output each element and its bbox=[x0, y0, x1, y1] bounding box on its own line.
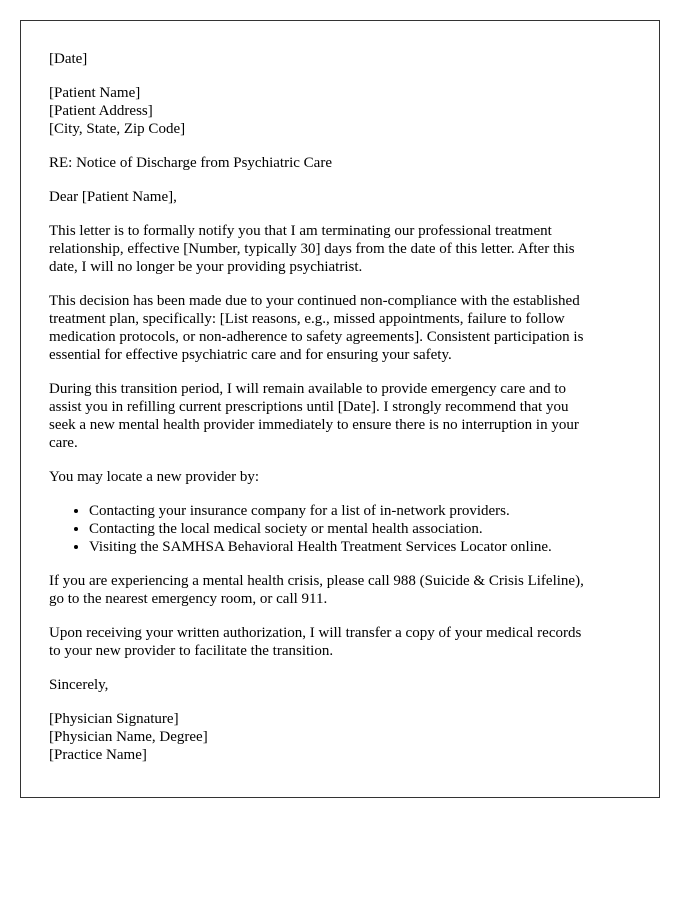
body-paragraph-termination bbox=[49, 222, 631, 276]
list-item: • Contacting the local medical society or mental health association. bbox=[89, 520, 631, 538]
paragraph-line: medication protocols, or non-adherence to safety agreements]. Consistent participation is bbox=[49, 329, 584, 345]
list-item: • Visiting the SAMHSA Behavioral Health Treatment Services Locator online. bbox=[89, 538, 631, 556]
paragraph-line: go to the nearest emergency room, or call 911. bbox=[49, 591, 328, 607]
subject-line: RE: Notice of Discharge from Psychiatric Care bbox=[49, 155, 332, 171]
recipient-name: [Patient Name] bbox=[49, 85, 141, 101]
date-text: [Date] bbox=[49, 51, 88, 67]
salutation: Dear [Patient Name], bbox=[49, 189, 177, 205]
recipient-address: [Patient Address] bbox=[49, 103, 153, 119]
list-item: • Contacting your insurance company for a list of in-network providers. bbox=[89, 502, 631, 520]
paragraph-line: date, I will no longer be your providing psychiatrist. bbox=[49, 259, 363, 275]
paragraph-line: Upon receiving your written authorization, I will transfer a copy of your medical records bbox=[49, 625, 582, 641]
paragraph-line: If you are experiencing a mental health crisis, please call 988 (Suicide & Crisis Lifeline), bbox=[49, 573, 584, 589]
practice-name: [Practice Name] bbox=[49, 747, 147, 763]
valediction: Sincerely, bbox=[49, 677, 109, 693]
paragraph-line: to your new provider to facilitate the transition. bbox=[49, 643, 334, 659]
paragraph-line: treatment plan, specifically: [List reasons, e.g., missed appointments, failure to follow bbox=[49, 311, 565, 327]
signature-block bbox=[49, 710, 631, 764]
paragraph-line: assist you in refilling current prescriptions until [Date]. I strongly recommend that you bbox=[49, 399, 569, 415]
physician-name-degree: [Physician Name, Degree] bbox=[49, 729, 208, 745]
paragraph-line: care. bbox=[49, 435, 78, 451]
provider-options-list bbox=[49, 502, 631, 556]
body-paragraph-records bbox=[49, 624, 631, 660]
paragraph-line: You may locate a new provider by: bbox=[49, 469, 260, 485]
body-paragraph-reason bbox=[49, 292, 631, 364]
paragraph-line: essential for effective psychiatric care and for ensuring your safety. bbox=[49, 347, 452, 363]
paragraph-line: seek a new mental health provider immediately to ensure there is no interruption in your bbox=[49, 417, 579, 433]
letter-date bbox=[49, 50, 631, 68]
letter-page bbox=[20, 20, 660, 798]
paragraph-line: This letter is to formally notify you that I am terminating our professional treatment bbox=[49, 223, 552, 239]
paragraph-line: During this transition period, I will remain available to provide emergency care and to bbox=[49, 381, 567, 397]
physician-signature: [Physician Signature] bbox=[49, 711, 179, 727]
recipient-city-state-zip: [City, State, Zip Code] bbox=[49, 121, 186, 137]
body-paragraph-transition bbox=[49, 380, 631, 452]
recipient-address-block bbox=[49, 84, 631, 138]
body-paragraph-crisis bbox=[49, 572, 631, 608]
paragraph-line: This decision has been made due to your continued non-compliance with the established bbox=[49, 293, 580, 309]
body-paragraph-locate-intro bbox=[49, 468, 631, 486]
paragraph-line: relationship, effective [Number, typically 30] days from the date of this letter. After this bbox=[49, 241, 575, 257]
